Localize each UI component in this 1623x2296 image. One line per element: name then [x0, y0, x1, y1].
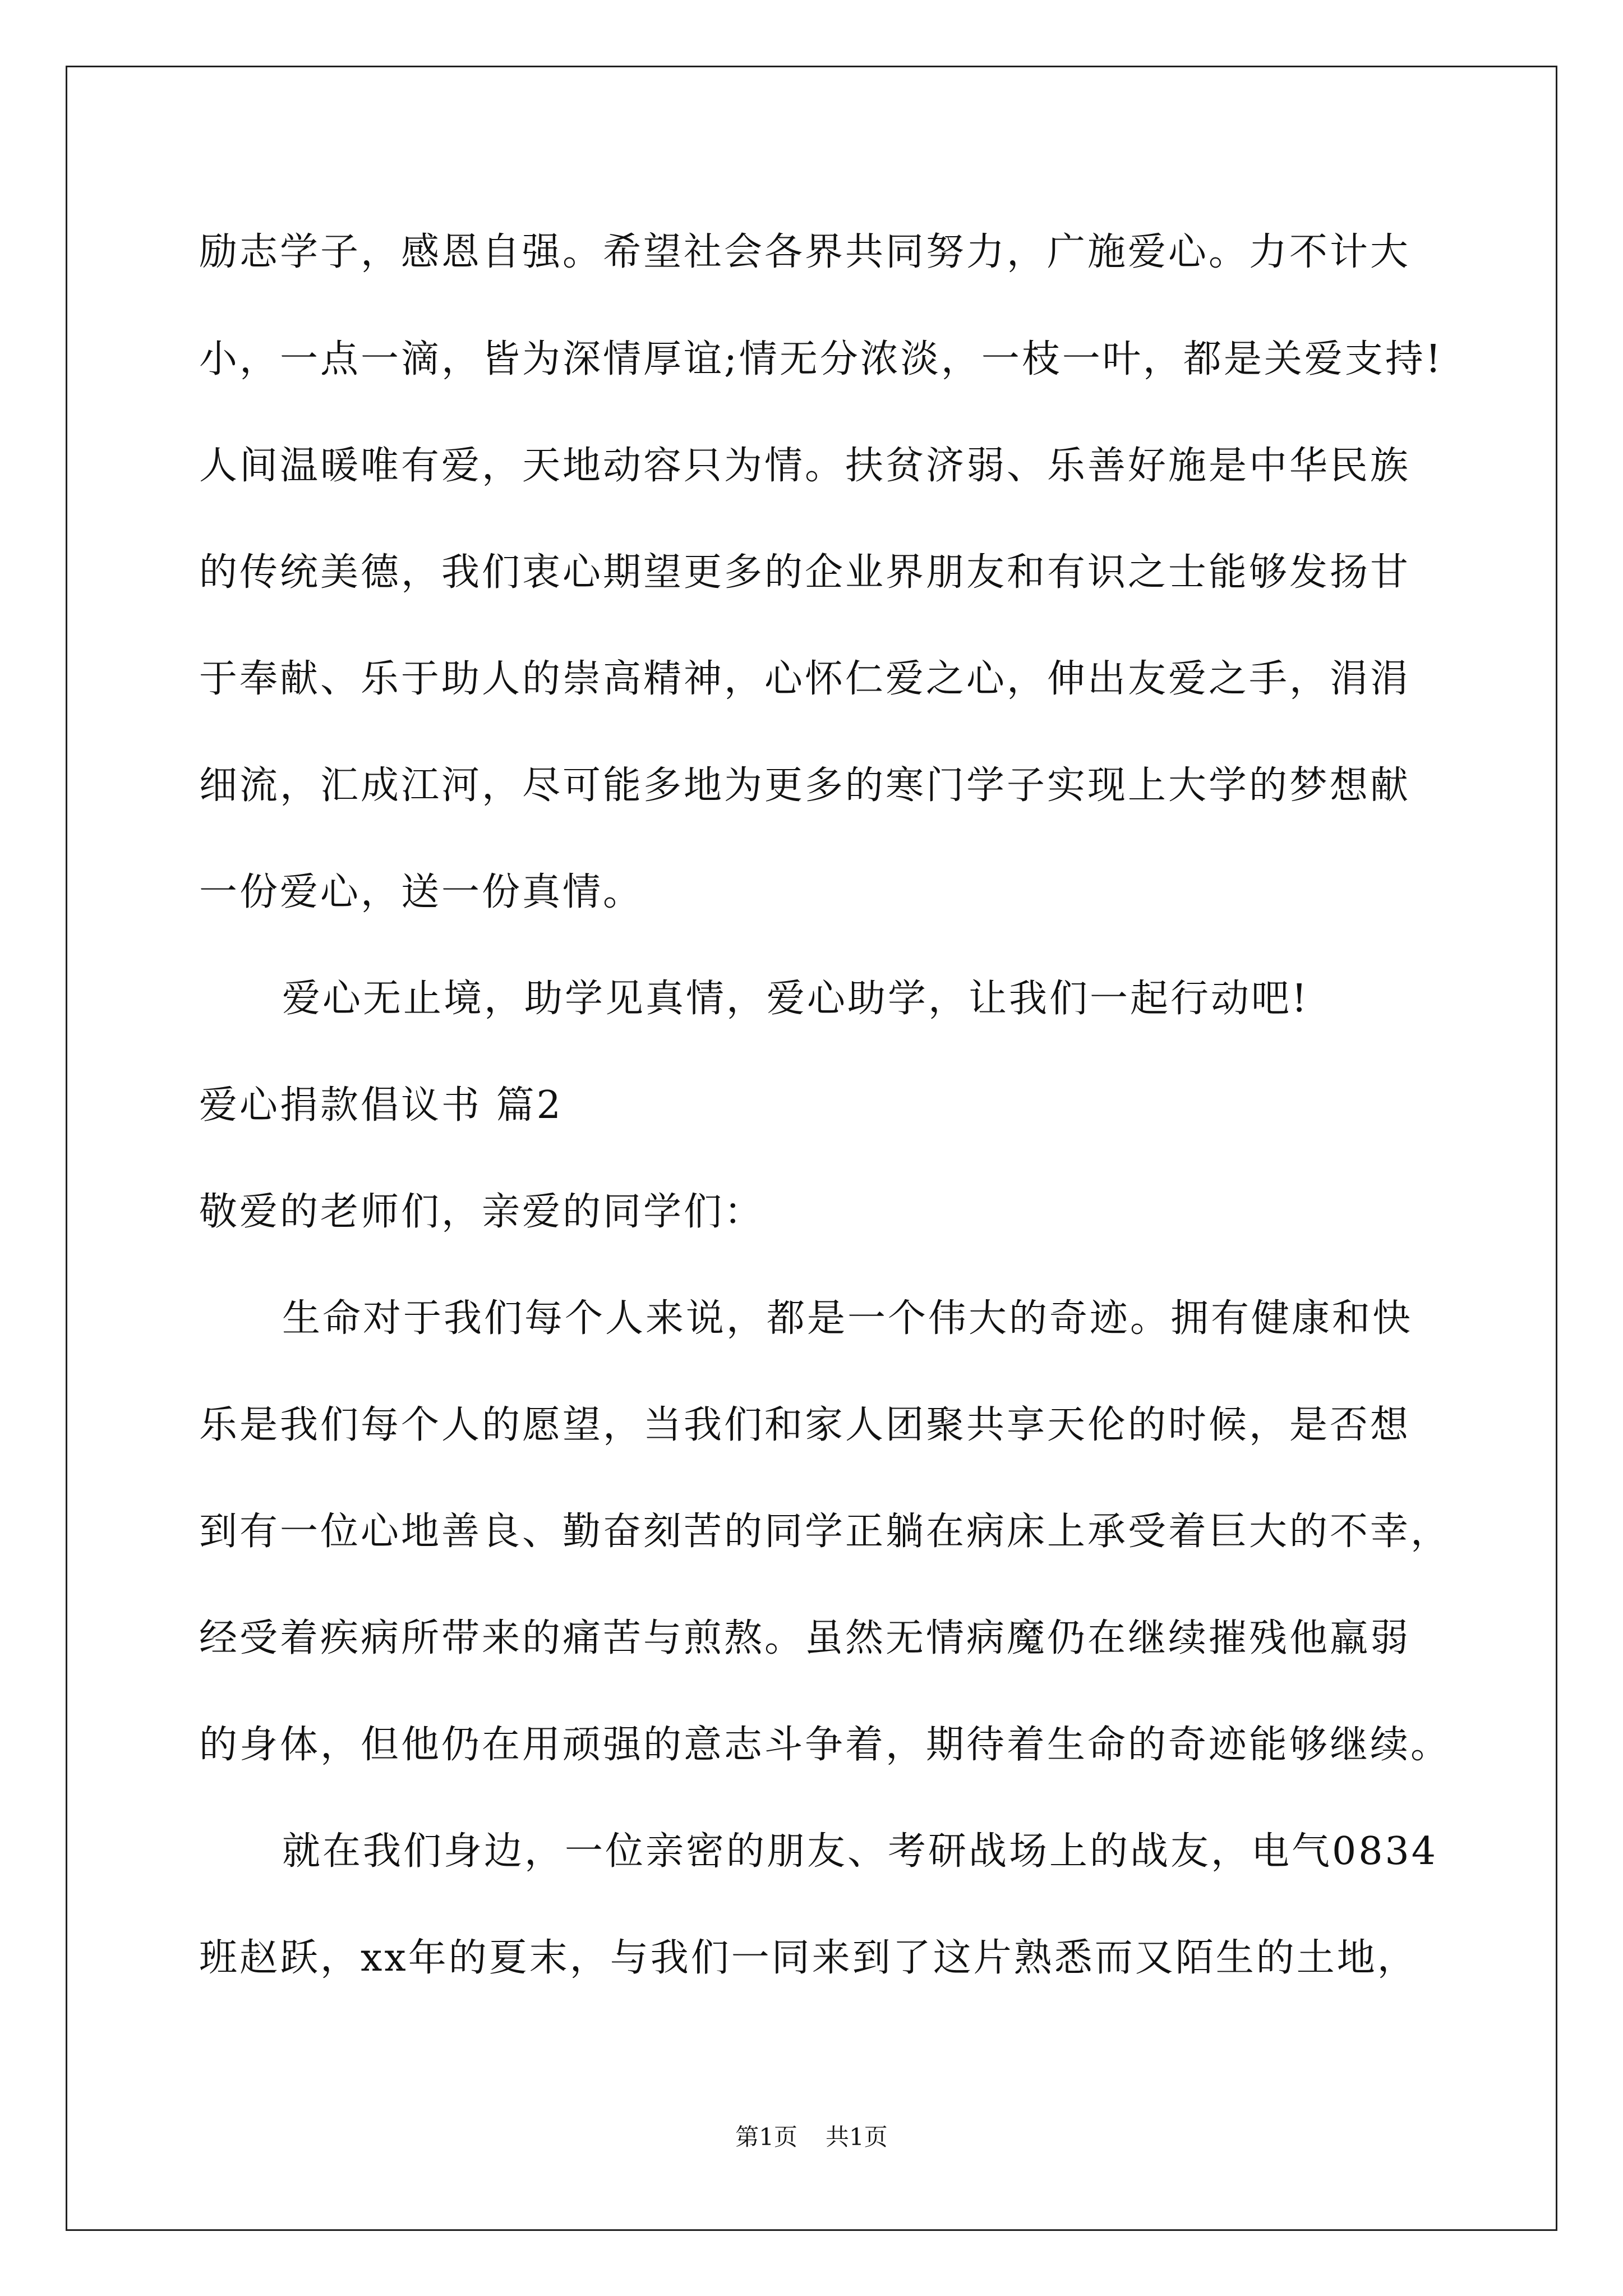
- paragraph-line: 于奉献、乐于助人的崇高精神，心怀仁爱之心，伸出友爱之手，涓涓: [199, 657, 1411, 701]
- page-border: [66, 66, 1557, 2231]
- section-heading: 爱心捐款倡议书 篇2: [199, 1083, 563, 1128]
- paragraph-line: 乐是我们每个人的愿望，当我们和家人团聚共享天伦的时候，是否想: [199, 1403, 1411, 1447]
- paragraph-line: 就在我们身边，一位亲密的朋友、考研战场上的战友，电气0834: [282, 1829, 1438, 1874]
- paragraph-line: 到有一位心地善良、勤奋刻苦的同学正躺在病床上承受着巨大的不幸，: [199, 1510, 1451, 1554]
- paragraph-line: 的传统美德，我们衷心期望更多的企业界朋友和有识之士能够发扬甘: [199, 550, 1411, 595]
- paragraph-line: 细流，汇成江河，尽可能多地为更多的寒门学子实现上大学的梦想献: [199, 763, 1411, 808]
- paragraph-line: 生命对于我们每个人来说，都是一个伟大的奇迹。拥有健康和快: [282, 1296, 1413, 1341]
- paragraph-line: 小，一点一滴，皆为深情厚谊;情无分浓淡，一枝一叶，都是关爱支持!: [199, 337, 1444, 381]
- paragraph-line: 人间温暖唯有爱，天地动容只为情。扶贫济弱、乐善好施是中华民族: [199, 444, 1411, 488]
- page-footer: [0, 2120, 1623, 2154]
- page-number: 第1页: [735, 2123, 797, 2151]
- paragraph-line: 班赵跃，xx年的夏末，与我们一同来到了这片熟悉而又陌生的土地，: [199, 1936, 1418, 1980]
- salutation: 敬爱的老师们，亲爱的同学们：: [199, 1190, 765, 1234]
- paragraph-line: 一份爱心，送一份真情。: [199, 870, 644, 914]
- page-total: 共1页: [826, 2123, 888, 2151]
- paragraph-line: 经受着疾病所带来的痛苦与煎熬。虽然无情病魔仍在继续摧残他羸弱: [199, 1616, 1411, 1660]
- paragraph-line: 励志学子，感恩自强。希望社会各界共同努力，广施爱心。力不计大: [199, 230, 1411, 274]
- paragraph-line: 的身体，但他仍在用顽强的意志斗争着，期待着生命的奇迹能够继续。: [199, 1723, 1451, 1767]
- paragraph-line: 爱心无止境，助学见真情，爱心助学，让我们一起行动吧!: [282, 977, 1310, 1021]
